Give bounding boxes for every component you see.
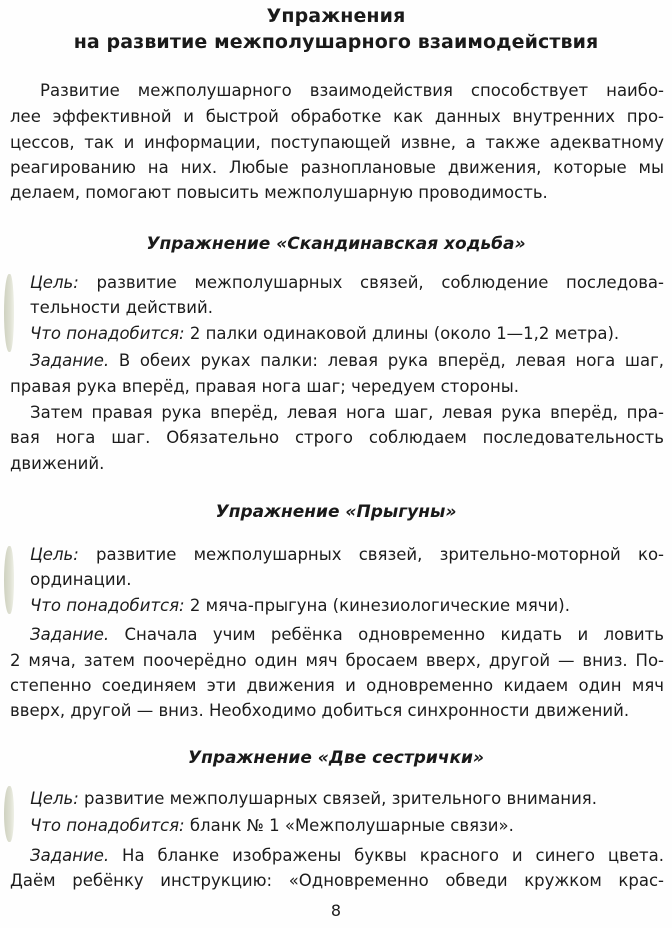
goal-line: тельности действий. <box>30 298 213 317</box>
intro-line: лее эффективной и быстрой обработке как данных внутренних про- <box>10 107 664 126</box>
goal-text: развитие межполушарных связей, зрительного внимания. <box>84 789 597 808</box>
intro-line: цессов, так и информации, поступающей извне, а также адекватному <box>10 133 664 152</box>
need-line <box>30 321 619 346</box>
exercise-heading: Упражнение «Две сестрички» <box>188 748 484 768</box>
task-line: 2 мяча, затем поочерёдно один мяч бросаем вверх, другой — вниз. По- <box>10 651 664 670</box>
task-text: В обеих руках палки: левая рука вперёд, левая нога шаг, <box>118 351 665 370</box>
task-text: На бланке изображены буквы красного и синего цвета. <box>122 846 664 865</box>
exercise-heading: Упражнение «Скандинавская ходьба» <box>146 234 526 254</box>
need-text: бланк № 1 «Межполушарные связи». <box>189 816 514 835</box>
page-subtitle: на развитие межполушарного взаимодействия <box>73 31 599 53</box>
leaf-decoration <box>4 274 14 352</box>
need-text: 2 мяча-прыгуна (кинезиологические мячи). <box>189 596 570 615</box>
task-line <box>30 622 664 647</box>
task-line: вверх, другой — вниз. Необходимо добиться синхронности движений. <box>10 701 630 720</box>
task-line <box>30 843 664 868</box>
task-line: вая нога шаг. Обязательно строго соблюдаем последовательность <box>10 428 664 447</box>
goal-label: Цель: <box>30 789 79 808</box>
need-label: Что понадобится: <box>30 596 185 615</box>
task-line: степенно соединяем эти движения и одновременно кидаем один мяч <box>10 676 664 695</box>
goal-line: ординации. <box>30 570 132 589</box>
task-line: Затем правая рука вперёд, левая нога шаг, левая рука вперёд, пра- <box>30 403 664 422</box>
leaf-decoration <box>4 786 14 842</box>
task-label: Задание. <box>30 351 110 370</box>
task-text: Сначала учим ребёнка одновременно кидать и ловить <box>124 625 664 644</box>
need-text: 2 палки одинаковой длины (около 1—1,2 метра). <box>189 324 620 343</box>
goal-line <box>30 542 664 567</box>
task-label: Задание. <box>30 846 110 865</box>
task-line: правая рука вперёд, правая нога шаг; чередуем стороны. <box>10 377 520 396</box>
task-line <box>30 348 664 373</box>
goal-label: Цель: <box>30 273 79 292</box>
task-label: Задание. <box>30 625 110 644</box>
intro-line: реагированию на них. Любые разноплановые движения, которые мы <box>10 158 664 177</box>
intro-line: Развитие межполушарного взаимодействия способствует наибо- <box>40 81 664 100</box>
need-line <box>30 593 570 618</box>
goal-text: развитие межполушарных связей, соблюдение последова- <box>96 273 664 292</box>
task-line: Даём ребёнку инструкцию: «Одновременно обведи кружком крас- <box>10 871 664 890</box>
task-line: движений. <box>10 454 105 473</box>
page-title: Упражнения <box>266 5 406 27</box>
goal-text: развитие межполушарных связей, зрительно-моторной ко- <box>96 545 665 564</box>
page-number: 8 <box>330 901 342 920</box>
goal-line <box>30 270 664 295</box>
exercise-heading: Упражнение «Прыгуны» <box>215 502 457 522</box>
goal-line <box>30 786 597 811</box>
need-label: Что понадобится: <box>30 324 185 343</box>
intro-line: делаем, помогают повысить межполушарную проводимость. <box>10 183 548 202</box>
goal-label: Цель: <box>30 545 79 564</box>
need-line <box>30 813 514 838</box>
leaf-decoration <box>4 546 14 614</box>
need-label: Что понадобится: <box>30 816 185 835</box>
